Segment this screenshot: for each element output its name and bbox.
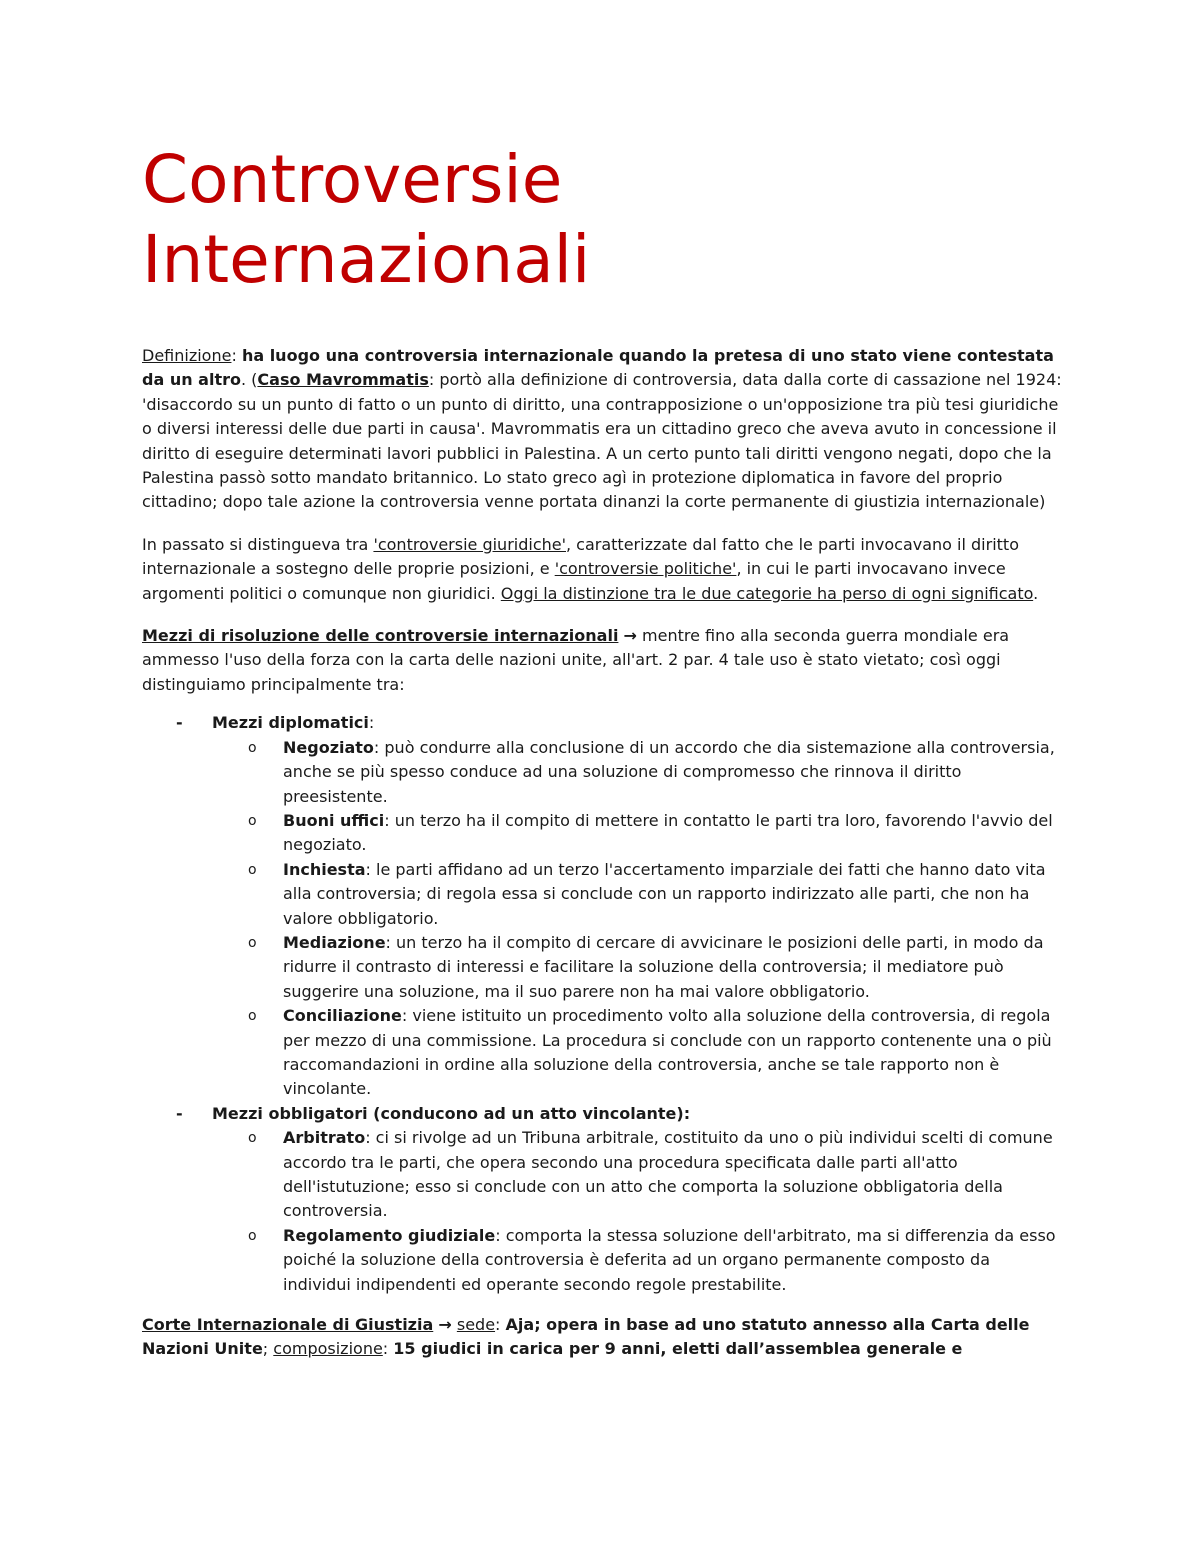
passato-conclusion: Oggi la distinzione tra le due categorie ha perso di ogni significato <box>500 583 1034 603</box>
item-text: : comporta la stessa soluzione dell'arbitrato, ma si differenzia da esso poiché la soluzione della controversia è deferita ad un organo permanente composto da individui indipendenti ed operante secondo regole prestabilite. <box>283 1225 1056 1294</box>
list-item <box>212 1004 1062 1102</box>
list-item <box>212 858 1062 931</box>
obbligatori-sublist <box>212 1126 1062 1297</box>
item-text: : un terzo ha il compito di mettere in contatto le parti tra loro, favorendo l'avvio del negoziato. <box>283 810 1053 855</box>
item-term: Conciliazione <box>283 1006 402 1026</box>
list-item <box>212 931 1062 1004</box>
corte-sep: ; <box>262 1339 274 1359</box>
definition-colon: : <box>231 346 237 365</box>
item-text: : viene istituito un procedimento volto alla soluzione della controversia, di regola per mezzo di una commissione. La procedura si conclude con un rapporto contenente una o più raccomandazioni in ordine alla soluzione della controversia, anche se tale rapporto non è vincolante. <box>283 1006 1052 1099</box>
circle-bullet: o <box>248 1130 257 1147</box>
list-item <box>212 736 1062 809</box>
passato-end: . <box>1033 583 1039 603</box>
document-title <box>142 140 1062 300</box>
list-item-obbligatori <box>142 1102 1062 1297</box>
item-term: Arbitrato <box>283 1128 366 1148</box>
circle-bullet: o <box>248 1227 257 1244</box>
definition-after-bold: . ( <box>240 370 258 390</box>
composizione-colon: : <box>382 1339 394 1359</box>
dash-bullet: - <box>176 1103 183 1123</box>
item-term: Inchiesta <box>283 859 366 879</box>
item-text: : può condurre alla conclusione di un accordo che dia sistemazione alla controversia, anche se più spesso conduce ad una soluzione di compromesso che rinnova il diritto preesistente. <box>283 737 1055 806</box>
diplomatici-colon: : <box>368 713 375 733</box>
mezzi-list <box>142 711 1062 1297</box>
definition-bold-text: ha luogo una controversia internazionale quando la pretesa di uno stato viene contestata da un altro <box>142 346 1054 390</box>
list-item-diplomatici <box>142 711 1062 1102</box>
circle-bullet: o <box>248 739 257 756</box>
item-text: : ci si rivolge ad un Tribuna arbitrale, costituito da uno o più individui scelti di comune accordo tra le parti, che opera secondo una procedura specificata dalle parti all'atto dell'istutuzione; esso si conclude con un atto che comporta la soluzione obbligatoria della controversia. <box>283 1128 1053 1221</box>
circle-bullet: o <box>248 934 257 951</box>
mezzi-text: mentre fino alla seconda guerra mondiale era ammesso l'uso della forza con la carta delle nazioni unite, all'art. 2 par. 4 tale uso è stato vietato; così oggi distinguiamo principalmente tra: <box>142 626 1010 694</box>
passato-part2: , caratterizzate dal fatto che le parti invocavano il diritto internazionale a sostegno delle proprie posizioni, e <box>142 534 1019 579</box>
sede-colon: : <box>495 1315 506 1335</box>
case-label: Caso Mavrommatis <box>257 370 429 390</box>
passato-part3: , in cui le parti invocavano invece argomenti politici o comunque non giuridici. <box>142 559 1006 603</box>
title-line-2: Internazionali <box>142 221 591 298</box>
obbligatori-heading: Mezzi obbligatori (conducono ad un atto vincolante): <box>212 1103 691 1123</box>
composizione-label: composizione <box>273 1339 383 1359</box>
item-text: : un terzo ha il compito di cercare di avvicinare le posizioni delle parti, in modo da ridurre il contrasto di interessi e facilitare la soluzione della controversia; il mediatore può suggerire una soluzione, ma il suo parere non ha mai valore obbligatorio. <box>283 932 1044 1001</box>
term-politiche: 'controversie politiche' <box>554 559 737 579</box>
item-term: Regolamento giudiziale <box>283 1225 496 1245</box>
dash-bullet: - <box>176 713 183 733</box>
document-page <box>142 140 1062 1372</box>
circle-bullet: o <box>248 812 257 829</box>
definition-rest: : portò alla definizione di controversia, data dalla corte di cassazione nel 1924: 'disaccordo su un punto di fatto o un punto di diritto, una contrapposizione o un'opposizione tra più tesi giuridiche o diversi interessi delle due parti in causa'. Mavrommatis era un cittadino greco che aveva avuto in concessione il diritto di eseguire determinati lavori pubblici in Palestina. A un certo punto tali diritti vengono negati, dopo che la Palestina passò sotto mandato britannico. Lo stato greco agì in protezione diplomatica in favore del proprio cittadino; dopo tale azione la controversia venne portata dinanzi la corte permanente di giustizia internazionale) <box>142 370 1062 512</box>
arrow-right-icon: → <box>623 626 637 646</box>
diplomatici-heading: Mezzi diplomatici <box>212 713 369 733</box>
composizione-bold: 15 giudici in carica per 9 anni, eletti dall’assemblea generale e <box>393 1339 963 1359</box>
item-term: Buoni uffici <box>283 810 385 830</box>
mezzi-heading: Mezzi di risoluzione delle controversie internazionali <box>142 626 619 646</box>
definition-paragraph <box>142 344 1062 515</box>
sede-bold: Aja; opera in base ad uno statuto annesso alla Carta delle Nazioni Unite <box>142 1315 1030 1359</box>
passato-part1: In passato si distingueva tra <box>142 534 374 554</box>
circle-bullet: o <box>248 861 257 878</box>
item-text: : le parti affidano ad un terzo l'accertamento imparziale dei fatti che hanno dato vita alla controversia; di regola essa si conclude con un rapporto indirizzato alle parti, che non ha valore obbligatorio. <box>283 859 1046 928</box>
list-item <box>212 1224 1062 1297</box>
title-line-1: Controversie <box>142 141 563 218</box>
term-giuridiche: 'controversie giuridiche' <box>373 534 566 554</box>
circle-bullet: o <box>248 1008 257 1025</box>
corte-paragraph <box>142 1313 1062 1362</box>
passato-paragraph <box>142 533 1062 606</box>
mezzi-paragraph <box>142 624 1062 697</box>
corte-heading: Corte Internazionale di Giustizia <box>142 1315 434 1335</box>
item-term: Mediazione <box>283 932 386 952</box>
definition-label: Definizione <box>142 346 232 365</box>
item-term: Negoziato <box>283 737 374 757</box>
diplomatici-sublist <box>212 736 1062 1102</box>
sede-label: sede <box>456 1315 496 1335</box>
list-item <box>212 1126 1062 1224</box>
arrow-right-icon: → <box>438 1315 452 1335</box>
list-item <box>212 809 1062 858</box>
